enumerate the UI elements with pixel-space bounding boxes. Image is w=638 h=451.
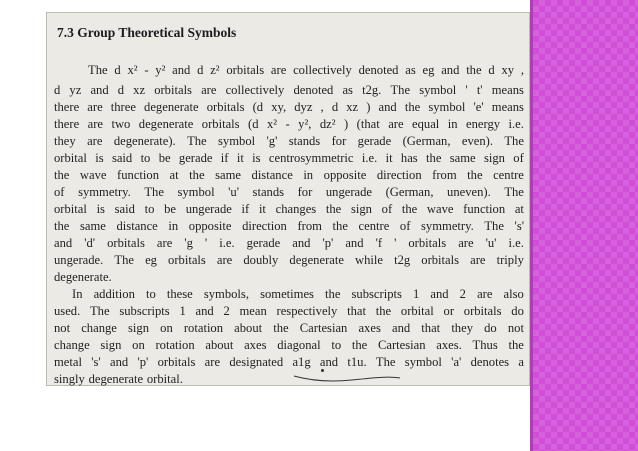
- text-line: orbital is said to be gerade if it is centrosymmetric i.e. it has the same sign of: [54, 151, 524, 165]
- text-line: In addition to these symbols, sometimes the subscripts 1 and 2 are also: [72, 287, 524, 301]
- text-line: there are two degenerate orbitals (d x² - y², dz² ) (that are equal in energy i.e.: [54, 117, 524, 131]
- text-line: there are three degenerate orbitals (d xy, dyz , d xz ) and the symbol 'e' means: [54, 100, 524, 114]
- ink-dot: [321, 369, 324, 372]
- text-line: singly degenerate orbital.: [54, 372, 183, 386]
- text-line: change sign on rotation about axes diagonal to the Cartesian axes. Thus the: [54, 338, 524, 352]
- text-line: and 'd' orbitals are 'g ' i.e. gerade and 'p' and 'f ' orbitals are 'u' i.e.: [54, 236, 524, 250]
- text-line: degenerate.: [54, 270, 112, 284]
- text-line: the wave function at the same distance in opposite direction from the centre: [54, 168, 524, 182]
- text-line: ungerade. The eg orbitals are doubly degenerate while t2g orbitals are triply: [54, 253, 524, 267]
- text-line: metal 's' and 'p' orbitals are designated a1g and t1u. The symbol 'a' denotes a: [54, 355, 524, 369]
- side-band-edge: [530, 0, 533, 451]
- pen-underline-mark: [292, 372, 402, 386]
- text-line: used. The subscripts 1 and 2 mean respectively that the orbital or orbitals do: [54, 304, 524, 318]
- scanned-page: [46, 12, 530, 386]
- text-line: they are degenerate). The symbol 'g' stands for gerade (German, even). The: [54, 134, 524, 148]
- text-line: not change sign on rotation about the Cartesian axes and that they do not: [54, 321, 524, 335]
- text-line: the same distance in opposite direction from the centre of symmetry. The 's': [54, 219, 524, 233]
- text-line: d yz and d xz orbitals are collectively denoted as t2g. The symbol ' t' means: [54, 83, 524, 97]
- text-line: The d x² - y² and d z² orbitals are collectively denoted as eg and the d xy ,: [88, 63, 524, 77]
- text-line: of symmetry. The symbol 'u' stands for ungerade (German, uneven). The: [54, 185, 524, 199]
- decorative-side-band: [533, 0, 638, 451]
- text-line: orbital is said to be ungerade if it changes the sign of the wave function at: [54, 202, 524, 216]
- section-heading: 7.3 Group Theoretical Symbols: [57, 25, 237, 40]
